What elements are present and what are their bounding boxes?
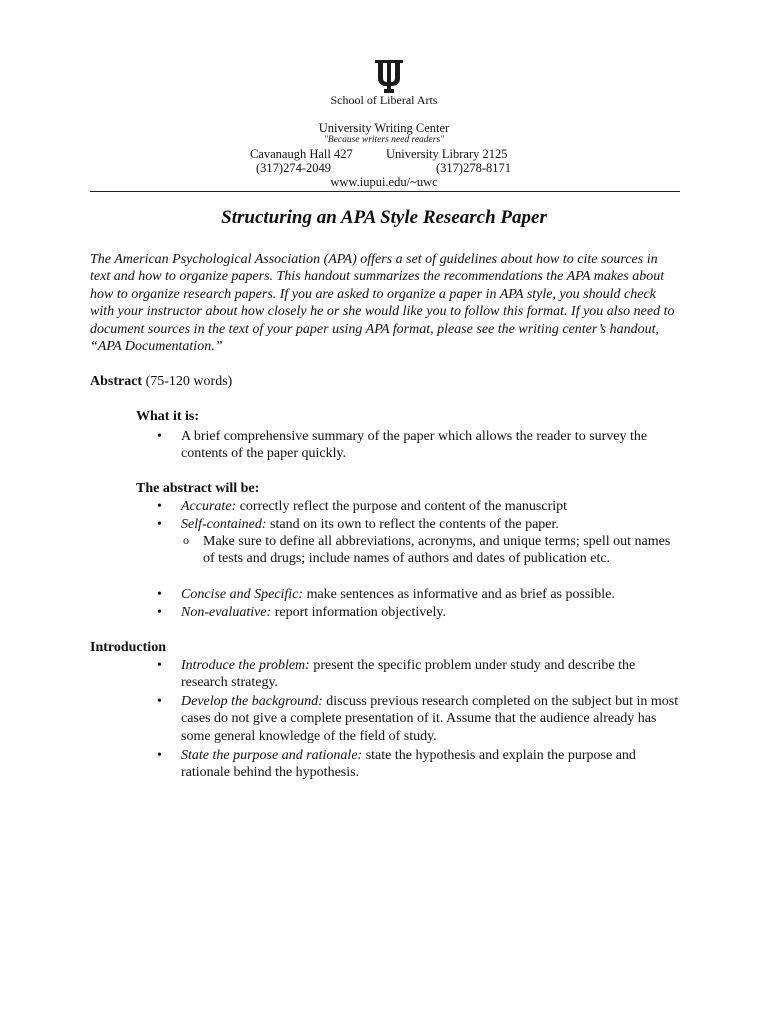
list-item bbox=[181, 604, 681, 621]
website-link[interactable]: www.iupui.edu/~uwc bbox=[330, 175, 438, 189]
school-name: School of Liberal Arts bbox=[330, 93, 438, 107]
item-term: Develop the background: bbox=[181, 694, 323, 709]
list-item bbox=[181, 498, 681, 515]
item-term: Accurate: bbox=[181, 499, 237, 514]
abstract-will-be-heading: The abstract will be: bbox=[136, 481, 260, 496]
item-text: discuss previous research completed on the subject but in most cases do not give a complete presentation of it. Assume that the audience already has some general knowledge of the field of study. bbox=[181, 694, 679, 744]
sub-list-item: o Make sure to define all abbreviations, acronyms, and unique terms; spell out names of tests and drugs; include names of authors and dates of publication etc. bbox=[203, 533, 673, 568]
list-item bbox=[181, 657, 681, 692]
writing-center-name: University Writing Center bbox=[318, 121, 450, 135]
list-item bbox=[181, 693, 681, 745]
header-divider bbox=[90, 191, 680, 192]
item-term: Concise and Specific: bbox=[181, 587, 304, 602]
list-item: • A brief comprehensive summary of the paper which allows the reader to survey the contents of the paper quickly. bbox=[181, 428, 681, 463]
item-text: stand on its own to reflect the contents of the paper. bbox=[266, 517, 559, 532]
abstract-label: Abstract bbox=[90, 374, 143, 389]
item-term: Non-evaluative: bbox=[181, 605, 272, 620]
intro-paragraph: The American Psychological Association (APA) offers a set of guidelines about how to cite sources in text and how to organize papers. This handout summarizes the recommendations the APA makes about how to organize research papers. If you are asked to organize a paper in APA style, you should check with your instructor about how closely he or she would like you to follow this format. If you also need to document sources in the text of your paper using APA format, please see the writing center’s handout, “APA Documentation.” bbox=[90, 252, 675, 355]
location-library: University Library 2125 bbox=[386, 147, 508, 161]
list-item bbox=[181, 747, 681, 782]
introduction-heading: Introduction bbox=[90, 640, 166, 655]
phone-library: (317)278-8171 bbox=[436, 161, 511, 175]
item-term: Self-contained: bbox=[181, 517, 267, 532]
item-term: State the purpose and rationale: bbox=[181, 748, 363, 763]
list-item bbox=[181, 586, 681, 603]
university-trident-logo bbox=[372, 58, 406, 94]
item-term: Introduce the problem: bbox=[181, 658, 310, 673]
tagline: "Because writers need readers" bbox=[323, 135, 445, 145]
item-text: make sentences as informative and as brief as possible. bbox=[303, 587, 615, 602]
phone-cavanaugh: (317)274-2049 bbox=[256, 161, 331, 175]
what-it-is-heading: What it is: bbox=[136, 409, 199, 424]
item-text: report information objectively. bbox=[271, 605, 447, 620]
page-title: Structuring an APA Style Research Paper bbox=[221, 207, 547, 228]
abstract-word-range: (75-120 words) bbox=[142, 374, 233, 389]
item-text: correctly reflect the purpose and content of the manuscript bbox=[236, 499, 568, 514]
list-item bbox=[181, 516, 681, 533]
location-cavanaugh: Cavanaugh Hall 427 bbox=[250, 147, 353, 161]
item-text: present the specific problem under study and describe the research strategy. bbox=[181, 658, 636, 691]
item-text: state the hypothesis and explain the purpose and rationale behind the hypothesis. bbox=[181, 748, 636, 781]
abstract-heading bbox=[90, 374, 232, 390]
